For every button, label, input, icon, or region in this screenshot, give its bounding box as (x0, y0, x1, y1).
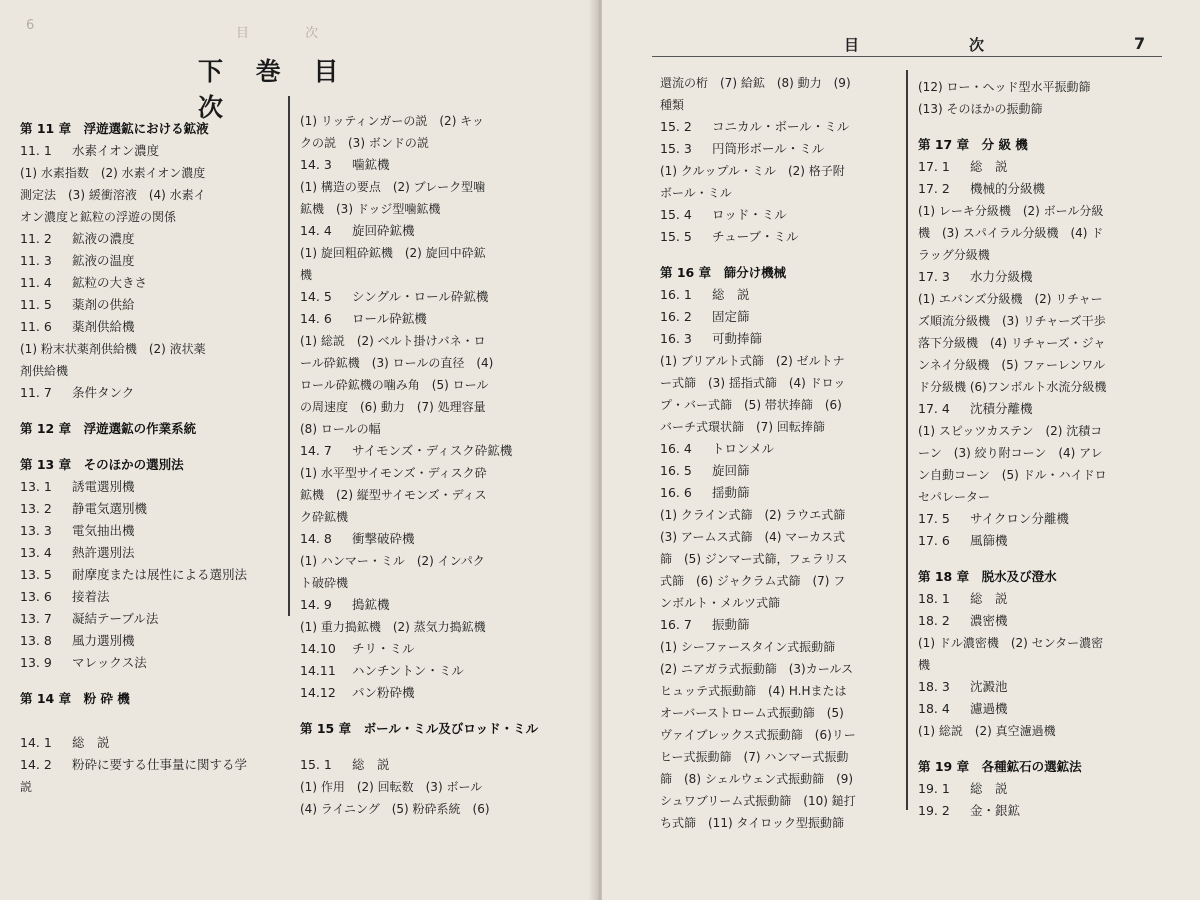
subsection-line: (1) 水素指数 (2) 水素イオン濃度 (20, 166, 206, 180)
spacer (20, 440, 282, 454)
section-number: 16. 1 (660, 287, 692, 302)
section-title: 薬剤の供給 (72, 297, 135, 312)
subsection-line: ヒュッテ式振動篩 (4) H.Hまたは (660, 684, 847, 698)
section-title: 可動捧篩 (712, 331, 763, 346)
subsection-line: ヴァイブレックス式振動篩 (6)リー (660, 728, 856, 742)
subsection-line: ズ順流分級機 (3) リチャーズ干歩 (918, 314, 1106, 328)
section-entry (918, 156, 1198, 178)
section-number: 14.12 (300, 685, 336, 700)
section-title: 鉱液の濃度 (72, 231, 135, 246)
section-number: 14. 1 (20, 735, 52, 750)
section-title: 沈澱池 (970, 679, 1008, 694)
section-entry (20, 564, 282, 586)
toc-column-right-2 (918, 76, 1198, 822)
spacer (20, 674, 282, 688)
section-number: 13. 7 (20, 611, 52, 626)
column-divider (288, 96, 290, 616)
section-entry (300, 682, 585, 704)
section-title: 水力分級機 (970, 269, 1033, 284)
section-entry (918, 778, 1198, 800)
section-title: 鉱粒の大きさ (72, 275, 148, 290)
section-entry (20, 272, 282, 294)
spacer (20, 404, 282, 418)
running-head-right: 目 次 (844, 36, 995, 54)
section-number: 11. 3 (20, 253, 52, 268)
spacer (660, 248, 900, 262)
section-entry (300, 528, 585, 550)
section-title: マレックス法 (72, 655, 147, 670)
section-number: 13. 9 (20, 655, 52, 670)
subsection-line: ク砕鉱機 (300, 510, 349, 524)
chapter-heading: 第 15 章 ボール・ミル及びロッド・ミル (300, 721, 539, 736)
section-title: 旋回篩 (712, 463, 750, 478)
chapter-heading: 第 16 章 篩分け機械 (660, 265, 787, 280)
section-number: 14. 9 (300, 597, 332, 612)
section-title: 鉱液の温度 (72, 253, 135, 268)
subsection-line: 式篩 (6) ジャクラム式篩 (7) フ (660, 574, 846, 588)
section-number: 18. 4 (918, 701, 950, 716)
section-title: シングル・ロール砕鉱機 (352, 289, 489, 304)
subsection-line: (1) ドル濃密機 (2) センター濃密 (918, 636, 1104, 650)
section-number: 16. 7 (660, 617, 692, 632)
chapter-heading: 第 18 章 脱水及び澄水 (918, 569, 1057, 584)
section-entry (20, 382, 282, 404)
section-entry (20, 228, 282, 250)
chapter-heading: 第 17 章 分 級 機 (918, 137, 1028, 152)
section-title: 風篩機 (970, 533, 1008, 548)
subsection-line: (1) 重力搗鉱機 (2) 蒸気力搗鉱機 (300, 620, 486, 634)
section-title: 固定篩 (712, 309, 750, 324)
subsection-line: (1) レーキ分級機 (2) ボール分級 (918, 204, 1104, 218)
section-title: 条件タンク (72, 385, 135, 400)
section-number: 19. 1 (918, 781, 950, 796)
section-title: 噛鉱機 (352, 157, 390, 172)
section-number: 11. 1 (20, 143, 52, 158)
section-title: トロンメル (712, 441, 775, 456)
section-title: 濃密機 (970, 613, 1008, 628)
section-number: 14. 4 (300, 223, 332, 238)
spacer (300, 704, 585, 718)
subsection-line: 篩 (5) ジンマー式篩，フェラリス (660, 552, 848, 566)
subsection-line: (1) クライン式篩 (2) ラウエ式篩 (660, 508, 846, 522)
section-title: 電気抽出機 (72, 523, 135, 538)
subsection-line: 種類 (660, 98, 685, 112)
subsection-line: (4) ライニング (5) 粉砕系統 (6) (300, 802, 490, 816)
left-page (0, 0, 598, 900)
section-title: 総 説 (352, 757, 390, 772)
section-title: 沈積分離機 (970, 401, 1033, 416)
subsection-line: 還流の桁 (7) 給鉱 (8) 動力 (9) (660, 76, 851, 90)
section-number: 11. 5 (20, 297, 52, 312)
subsection-line: ール砕鉱機 (3) ロールの直径 (4) (300, 356, 494, 370)
section-entry (660, 614, 900, 636)
section-number: 11. 6 (20, 319, 52, 334)
section-entry (20, 520, 282, 542)
subsection-line: (1) 総説 (2) 真空濾過機 (918, 724, 1056, 738)
section-title: 衝撃破砕機 (352, 531, 415, 546)
toc-column-left-1 (20, 118, 282, 798)
subsection-line: セパレーター (918, 490, 991, 504)
right-page (602, 0, 1200, 900)
section-title: 濾過機 (970, 701, 1008, 716)
section-number: 18. 3 (918, 679, 950, 694)
section-title: 静電気選別機 (72, 501, 148, 516)
section-entry (20, 542, 282, 564)
section-number: 17. 5 (918, 511, 950, 526)
subsection-line: (3) アームス式篩 (4) マーカス式 (660, 530, 846, 544)
section-number: 17. 4 (918, 401, 950, 416)
section-title: チューブ・ミル (712, 229, 799, 244)
section-title: 風力選別機 (72, 633, 135, 648)
subsection-line: 機 (3) スパイラル分級機 (4) ド (918, 226, 1104, 240)
section-entry (20, 250, 282, 272)
subsection-line: ーン (3) 絞り附コーン (4) アレ (918, 446, 1103, 460)
section-title: 粉砕に要する仕事量に関する学 (72, 757, 248, 772)
section-title: 水素イオン濃度 (72, 143, 160, 158)
section-number: 14.11 (300, 663, 336, 678)
section-entry (20, 652, 282, 674)
spacer (918, 742, 1198, 756)
section-number: 13. 3 (20, 523, 52, 538)
subsection-line: (1) 水平型サイモンズ・ディスク砕 (300, 466, 487, 480)
subsection-line: オン濃度と鉱粒の浮遊の関係 (20, 210, 177, 224)
running-head-left: 目 次 (236, 26, 345, 41)
section-number: 18. 1 (918, 591, 950, 606)
subsection-line: 鉱機 (2) 縦型サイモンズ・ディス (300, 488, 487, 502)
section-entry (20, 476, 282, 498)
chapter-heading: 第 12 章 浮遊選鉱の作業系統 (20, 421, 197, 436)
section-entry (20, 630, 282, 652)
subsection-line: ロール砕鉱機の噛み角 (5) ロール (300, 378, 489, 392)
section-number: 13. 4 (20, 545, 52, 560)
subsection-line: (1) 粉末状薬剤供給機 (2) 液状薬 (20, 342, 206, 356)
subsection-line: 剤供給機 (20, 364, 69, 378)
section-title: 総 説 (712, 287, 750, 302)
subsection-line: (1) スピッツカステン (2) 沈積コ (918, 424, 1103, 438)
section-title: 接着法 (72, 589, 110, 604)
section-title: 総 説 (970, 159, 1008, 174)
section-title: 円筒形ボール・ミル (712, 141, 825, 156)
subsection-line: の周速度 (6) 動力 (7) 処理容量 (300, 400, 486, 414)
subsection-line: (1) ブリアルト式篩 (2) ゼルトナ (660, 354, 845, 368)
page-title: 下 巻 目 次 (198, 57, 351, 122)
section-title: 誘電選別機 (72, 479, 135, 494)
chapter-heading: 第 14 章 粉 砕 機 (20, 691, 130, 706)
section-title: 総 説 (970, 781, 1008, 796)
section-title: 耐摩度または展性による選別法 (72, 567, 248, 582)
section-title: コニカル・ボール・ミル (712, 119, 850, 134)
section-title: サイクロン分離機 (970, 511, 1069, 526)
subsection-line: (1) クルップル・ミル (2) 格子附 (660, 164, 845, 178)
section-number: 13. 2 (20, 501, 52, 516)
section-entry (918, 588, 1198, 610)
subsection-line: ンネイ分級機 (5) ファーレンワル (918, 358, 1106, 372)
page-number-left: 6 (26, 18, 35, 33)
subsection-line: ド分級機 (6)フンボルト水流分級機 (918, 380, 1107, 394)
section-title: サイモンズ・ディスク砕鉱機 (352, 443, 513, 458)
section-number: 16. 6 (660, 485, 692, 500)
spacer (918, 552, 1198, 566)
section-entry (20, 498, 282, 520)
section-title: 総 説 (72, 735, 110, 750)
section-number: 14.10 (300, 641, 336, 656)
section-title: 機械的分級機 (970, 181, 1046, 196)
section-title: 搗鉱機 (352, 597, 390, 612)
section-entry (20, 316, 282, 338)
subsection-line: プ・バー式篩 (5) 帯状捧篩 (6) (660, 398, 842, 412)
subsection-line: ラッグ分級機 (918, 248, 990, 262)
section-number: 17. 6 (918, 533, 950, 548)
column-divider-right (906, 70, 908, 810)
toc-column-right-1 (660, 72, 900, 834)
section-entry (918, 698, 1198, 720)
section-number: 11. 4 (20, 275, 52, 290)
section-title: 薬剤供給機 (72, 319, 135, 334)
page-number-right: 7 (1134, 34, 1146, 53)
section-entry (300, 440, 585, 462)
section-number: 18. 2 (918, 613, 950, 628)
section-entry (20, 732, 282, 754)
subsection-line: 機 (918, 658, 931, 672)
section-entry (300, 754, 585, 776)
section-entry (300, 660, 585, 682)
section-entry (918, 398, 1198, 420)
section-title: ハンチントン・ミル (352, 663, 464, 678)
chapter-heading: 第 13 章 そのほかの選別法 (20, 457, 184, 472)
section-number: 15. 3 (660, 141, 692, 156)
subsection-line: ン自動コーン (5) ドル・ハイドロ (918, 468, 1107, 482)
section-number: 16. 2 (660, 309, 692, 324)
section-entry (20, 608, 282, 630)
section-entry (918, 508, 1198, 530)
section-entry (918, 266, 1198, 288)
section-entry (660, 226, 900, 248)
section-entry (300, 286, 585, 308)
section-entry (300, 308, 585, 330)
section-entry (660, 306, 900, 328)
subsection-line: ー式篩 (3) 揺指式篩 (4) ドロッ (660, 376, 846, 390)
subsection-line: 測定法 (3) 緩衝溶液 (4) 水素イ (20, 188, 206, 202)
chapter-heading: 第 19 章 各種鉱石の選鉱法 (918, 759, 1082, 774)
section-entry (20, 294, 282, 316)
section-entry (660, 204, 900, 226)
section-title: チリ・ミル (352, 641, 415, 656)
section-title: 揺動篩 (712, 485, 750, 500)
subsection-line: 説 (20, 780, 33, 794)
subsection-line: ト破砕機 (300, 576, 349, 590)
subsection-line: 落下分級機 (4) リチャーズ・ジャ (918, 336, 1106, 350)
section-entry (300, 638, 585, 660)
section-title: 振動篩 (712, 617, 750, 632)
section-entry (300, 154, 585, 176)
subsection-line: (12) ロー・ヘッド型水平振動篩 (918, 80, 1091, 94)
section-entry (918, 178, 1198, 200)
section-title: ロッド・ミル (712, 207, 787, 222)
section-entry (660, 116, 900, 138)
section-entry (918, 676, 1198, 698)
subsection-line: (1) シーファースタイン式振動篩 (660, 640, 836, 654)
section-number: 13. 1 (20, 479, 52, 494)
section-number: 14. 8 (300, 531, 332, 546)
subsection-line: (1) 総説 (2) ベルト掛けバネ・ロ (300, 334, 486, 348)
section-number: 13. 5 (20, 567, 52, 582)
subsection-line: バーチ式環状篩 (7) 回転捧篩 (660, 420, 825, 434)
spacer (20, 710, 282, 732)
section-number: 17. 1 (918, 159, 950, 174)
section-title: ロール砕鉱機 (352, 311, 427, 326)
section-entry (660, 284, 900, 306)
section-number: 15. 5 (660, 229, 692, 244)
section-entry (660, 138, 900, 160)
section-number: 11. 2 (20, 231, 52, 246)
header-rule (652, 56, 1162, 57)
section-title: 総 説 (970, 591, 1008, 606)
section-entry (918, 610, 1198, 632)
section-number: 14. 2 (20, 757, 52, 772)
section-number: 19. 2 (918, 803, 950, 818)
section-entry (300, 220, 585, 242)
section-entry (660, 460, 900, 482)
subsection-line: (1) エバンズ分級機 (2) リチャー (918, 292, 1103, 306)
section-entry (660, 438, 900, 460)
section-title: 凝結テーブル法 (72, 611, 159, 626)
section-title: 金・銀鉱 (970, 803, 1021, 818)
section-number: 14. 7 (300, 443, 332, 458)
section-number: 14. 5 (300, 289, 332, 304)
section-title: パン粉砕機 (352, 685, 415, 700)
section-number: 13. 6 (20, 589, 52, 604)
section-title: 旋回砕鉱機 (352, 223, 415, 238)
subsection-line: ち式篩 (11) タイロック型振動篩 (660, 816, 844, 830)
subsection-line: (1) 作用 (2) 回転数 (3) ボール (300, 780, 483, 794)
section-number: 11. 7 (20, 385, 52, 400)
section-number: 14. 3 (300, 157, 332, 172)
subsection-line: (1) 旋回粗砕鉱機 (2) 旋回中砕鉱 (300, 246, 486, 260)
subsection-line: クの説 (3) ボンドの説 (300, 136, 429, 150)
subsection-line: ンボルト・メルツ式篩 (660, 596, 781, 610)
subsection-line: 篩 (8) シェルウェン式振動篩 (9) (660, 772, 854, 786)
section-entry (660, 328, 900, 350)
subsection-line: (8) ロールの幅 (300, 422, 381, 436)
subsection-line: ボール・ミル (660, 186, 732, 200)
section-entry (20, 754, 282, 776)
spacer (918, 120, 1198, 134)
subsection-line: オーバーストローム式振動篩 (5) (660, 706, 844, 720)
subsection-line: (1) ハンマー・ミル (2) インパク (300, 554, 485, 568)
section-number: 15. 1 (300, 757, 332, 772)
subsection-line: 鉱機 (3) ドッジ型噛鉱機 (300, 202, 441, 216)
subsection-line: (2) ニアガラ式振動篩 (3)カールス (660, 662, 854, 676)
section-number: 16. 5 (660, 463, 692, 478)
section-entry (660, 482, 900, 504)
subsection-line: ヒー式振動篩 (7) ハンマー式振動 (660, 750, 849, 764)
section-title: 熱許選別法 (72, 545, 135, 560)
section-number: 16. 4 (660, 441, 692, 456)
subsection-line: 機 (300, 268, 313, 282)
section-number: 13. 8 (20, 633, 52, 648)
section-entry (20, 586, 282, 608)
section-number: 15. 2 (660, 119, 692, 134)
chapter-heading: 第 11 章 浮遊選鉱における鉱液 (20, 121, 209, 136)
section-number: 17. 3 (918, 269, 950, 284)
toc-column-left-2 (300, 110, 585, 820)
subsection-line: (1) 構造の要点 (2) ブレーク型噛 (300, 180, 486, 194)
section-number: 15. 4 (660, 207, 692, 222)
subsection-line: (13) そのほかの振動篩 (918, 102, 1043, 116)
subsection-line: (1) リッティンガーの説 (2) キッ (300, 114, 484, 128)
section-entry (918, 800, 1198, 822)
section-number: 17. 2 (918, 181, 950, 196)
section-entry (918, 530, 1198, 552)
section-number: 14. 6 (300, 311, 332, 326)
section-number: 16. 3 (660, 331, 692, 346)
spacer (300, 740, 585, 754)
section-entry (300, 594, 585, 616)
section-entry (20, 140, 282, 162)
subsection-line: シュワブリーム式振動篩 (10) 鎚打 (660, 794, 856, 808)
